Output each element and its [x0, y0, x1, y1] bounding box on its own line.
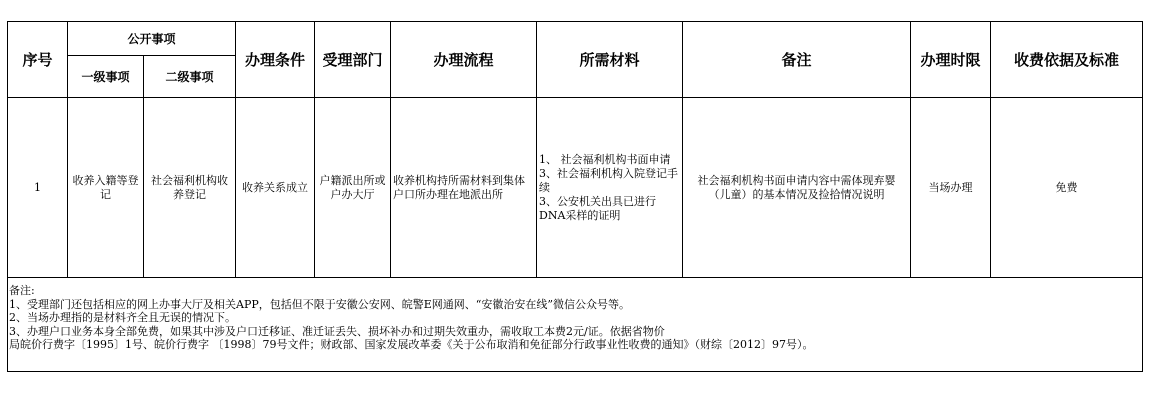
header-dept: 受理部门 [315, 22, 391, 98]
notes-cell [8, 278, 1143, 372]
cell-conditions: 收养关系成立 [236, 98, 315, 278]
material-item: 3、公安机关出具已进行DNA采样的证明 [539, 194, 657, 222]
note-line: 1、受理部门还包括相应的网上办事大厅及相关APP，包括但不限于安徽公安网、皖警E网通网、“安徽治安在线”微信公众号等。 [9, 297, 631, 311]
header-process: 办理流程 [391, 22, 537, 98]
notes-row [8, 278, 1143, 372]
header-level1: 一级事项 [68, 56, 144, 98]
material-item: 1、 社会福利机构书面申请 [539, 152, 671, 166]
public-items-table [7, 21, 1143, 372]
document-table-wrapper [7, 21, 1142, 372]
note-line: 3、办理户口业务本身全部免费，如果其中涉及户口迁移证、准迁证丢失、损坏补办和过期失效重办，需收取工本费2元/证。依据省物价 [9, 324, 665, 338]
cell-dept: 户籍派出所或户办大厅 [315, 98, 391, 278]
note-line: 局皖价行费字〔1995〕1号、皖价行费字 〔1998〕79号文件；财政部、国家发展改革委《关于公布取消和免征部分行政事业性收费的通知》（财综〔2012〕97号）。 [9, 338, 814, 351]
header-seq: 序号 [8, 22, 68, 98]
header-materials: 所需材料 [537, 22, 683, 98]
header-public-items: 公开事项 [68, 22, 236, 56]
cell-remarks: 社会福利机构书面申请内容中需体现弃婴（儿童）的基本情况及捡拾情况说明 [683, 98, 911, 278]
cell-fee: 免费 [991, 98, 1143, 278]
cell-time-limit: 当场办理 [911, 98, 991, 278]
notes-title: 备注: [9, 284, 35, 297]
cell-seq: 1 [8, 98, 68, 278]
note-line: 2、当场办理指的是材料齐全且无误的情况下。 [9, 311, 236, 324]
cell-materials [537, 98, 683, 278]
cell-level1: 收养入籍等登记 [68, 98, 144, 278]
header-conditions: 办理条件 [236, 22, 315, 98]
cell-level2: 社会福利机构收养登记 [144, 98, 236, 278]
material-item: 3、社会福利机构入院登记手续 [539, 166, 679, 194]
table-row [8, 98, 1143, 278]
cell-process: 收养机构持所需材料到集体户口所办理在地派出所 [391, 98, 537, 278]
header-level2: 二级事项 [144, 56, 236, 98]
header-row-1 [8, 22, 1143, 56]
header-time-limit: 办理时限 [911, 22, 991, 98]
header-remarks: 备注 [683, 22, 911, 98]
header-fee: 收费依据及标准 [991, 22, 1143, 98]
